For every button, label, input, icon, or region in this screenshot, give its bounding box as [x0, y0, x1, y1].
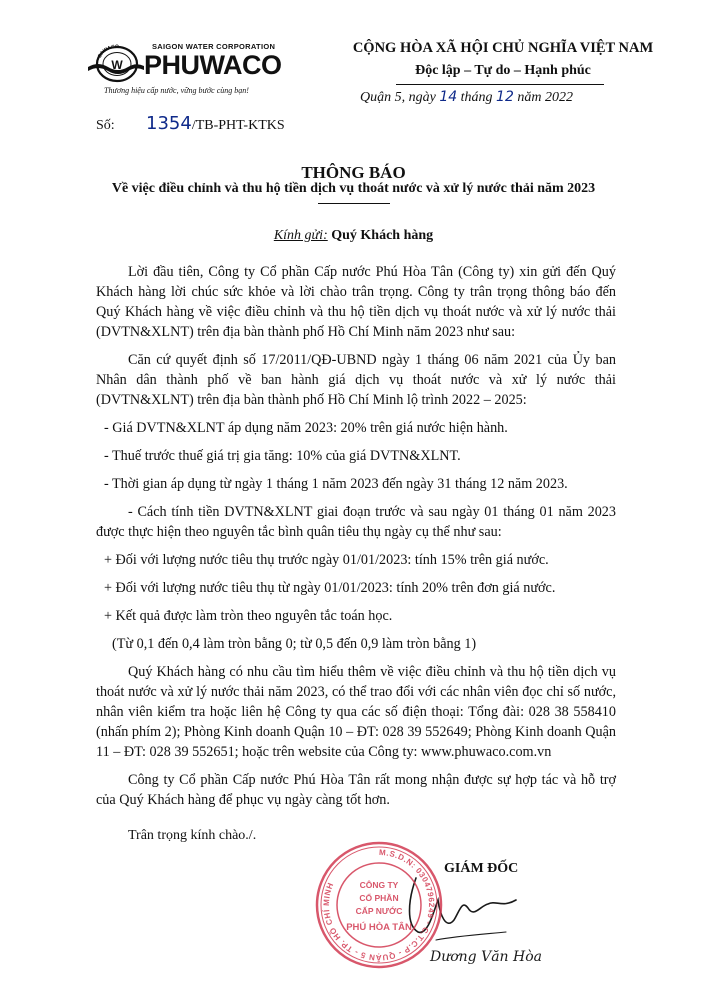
- paragraph-intro: Lời đầu tiên, Công ty Cổ phần Cấp nước Phú Hòa Tân (Công ty) xin gửi đến Quý Khách hàng lời chúc sức khỏe và lời chào trân trọng. Công ty trân trọng thông báo đến Quý Khách hàng về việc điều chỉnh và thu hộ tiền dịch vụ thoát nước và xử lý nước thải (DVTN&XLNT) trên địa bàn thành phố Hồ Chí Minh năm 2023 như sau:: [96, 264, 616, 340]
- svg-text:SAWACO: [97, 44, 119, 59]
- document-number: [96, 113, 285, 134]
- nation-heading: CỘNG HÒA XÃ HỘI CHỦ NGHĨA VIỆT NAM: [352, 40, 654, 56]
- bullet-tax: - Thuế trước thuế giá trị gia tăng: 10% của giá DVTN&XLNT.: [104, 448, 461, 464]
- logo-tagline: Thương hiệu cấp nước, vững bước cùng bạn!: [104, 86, 249, 95]
- salutation-prefix: Kính gửi:: [273, 228, 328, 243]
- paragraph-basis: Căn cứ quyết định số 17/2011/QĐ-UBND ngày 1 tháng 06 năm 2021 của Ủy ban Nhân dân thành phố về ban hành giá dịch vụ thoát nước và xử lý nước thải (DVTN&XLNT) trên địa bàn thành phố Hồ Chí Minh lộ trình 2022 – 2025:: [96, 352, 616, 408]
- sub-bullet-before: + Đối với lượng nước tiêu thụ trước ngày 01/01/2023: tính 15% trên giá nước.: [104, 552, 549, 568]
- number-suffix: /TB-PHT-KTKS: [191, 118, 285, 133]
- salutation: [0, 228, 707, 244]
- date-month: 12: [496, 89, 514, 105]
- place-date: [360, 89, 573, 106]
- bullet-rate: - Giá DVTN&XLNT áp dụng năm 2023: 20% trên giá nước hiện hành.: [104, 420, 508, 436]
- sawaco-logo-icon: [86, 40, 146, 90]
- bullet-period: - Thời gian áp dụng từ ngày 1 tháng 1 năm 2023 đến ngày 31 tháng 12 năm 2023.: [104, 476, 568, 492]
- date-year: năm 2022: [517, 90, 573, 105]
- signer-name: Dương Văn Hòa: [430, 949, 543, 965]
- date-month-word: tháng: [460, 90, 493, 105]
- seal-line-1: CÔNG TY: [359, 880, 399, 890]
- document-body: [96, 262, 616, 818]
- document-title: THÔNG BÁO: [301, 163, 406, 182]
- title-divider: [318, 203, 390, 204]
- paragraph-contact: Quý Khách hàng có nhu cầu tìm hiểu thêm về việc điều chỉnh và thu hộ tiền dịch vụ thoát nước và xử lý nước thải năm 2023, có thể trao đổi với các nhân viên đọc chỉ số nước, nhân viên kiểm tra hoặc liên hệ Công ty qua các số điện thoại: Tổng đài: 028 38 558410 (nhấn phím 2); Phòng Kinh doanh Quận 10 – ĐT: 028 39 552649; Phòng Kinh doanh Quận 11 – ĐT: 028 39 552651; hoặc trên website của Công ty: www.phuwaco.com.vn: [96, 664, 616, 760]
- paragraph-thanks: Công ty Cổ phần Cấp nước Phú Hòa Tân rất mong nhận được sự hợp tác và hỗ trợ của Quý Khách hàng để phục vụ ngày càng tốt hơn.: [96, 772, 616, 808]
- logo-wordmark: PHUWACO: [144, 50, 282, 80]
- seal-line-2: CỔ PHẦN: [359, 893, 399, 903]
- sub-bullet-after: + Đối với lượng nước tiêu thụ từ ngày 01/01/2023: tính 20% trên đơn giá nước.: [104, 580, 556, 596]
- svg-text:M.S.D.N: 0304796249 - C.T.C.P: [322, 848, 436, 962]
- logo-ring-text: SAWACO: [96, 43, 119, 60]
- motto-underline: [396, 84, 604, 85]
- closing-line: Trân trọng kính chào./.: [128, 828, 257, 843]
- salutation-recipient: Quý Khách hàng: [331, 228, 434, 243]
- seal-line-3: CẤP NƯỚC: [355, 906, 403, 916]
- logo-mark-text: W: [111, 58, 123, 72]
- seal-line-4: PHÚ HÒA TÂN: [346, 922, 412, 933]
- place-prefix: Quận 5, ngày: [360, 90, 436, 105]
- corp-name: SAIGON WATER CORPORATION: [152, 42, 276, 51]
- signer-title: GIÁM ĐỐC: [444, 861, 519, 876]
- date-day: 14: [439, 89, 458, 105]
- company-seal-icon: [312, 838, 446, 972]
- rounding-note: (Từ 0,1 đến 0,4 làm tròn bằng 0; từ 0,5 đến 0,9 làm tròn bằng 1): [112, 636, 477, 652]
- sub-bullet-rounding: + Kết quả được làm tròn theo nguyên tắc toán học.: [104, 608, 393, 624]
- bullet-method: - Cách tính tiền DVTN&XLNT giai đoạn trước và sau ngày 01 tháng 01 năm 2023 được thực hiện theo nguyên tắc bình quân tiêu thụ ngày cụ thể như sau:: [96, 504, 616, 540]
- number-label: Số:: [96, 118, 115, 133]
- motto: Độc lập – Tự do – Hạnh phúc: [415, 63, 591, 78]
- document-subtitle: Về việc điều chỉnh và thu hộ tiền dịch vụ thoát nước và xử lý nước thải năm 2023: [111, 181, 596, 196]
- number-value: 1354: [146, 113, 192, 134]
- seal-ring-text: M.S.D.N: 0304796249 - C.T.C.P - QUẬN 5 - TP. HỒ CHÍ MINH: [321, 847, 436, 963]
